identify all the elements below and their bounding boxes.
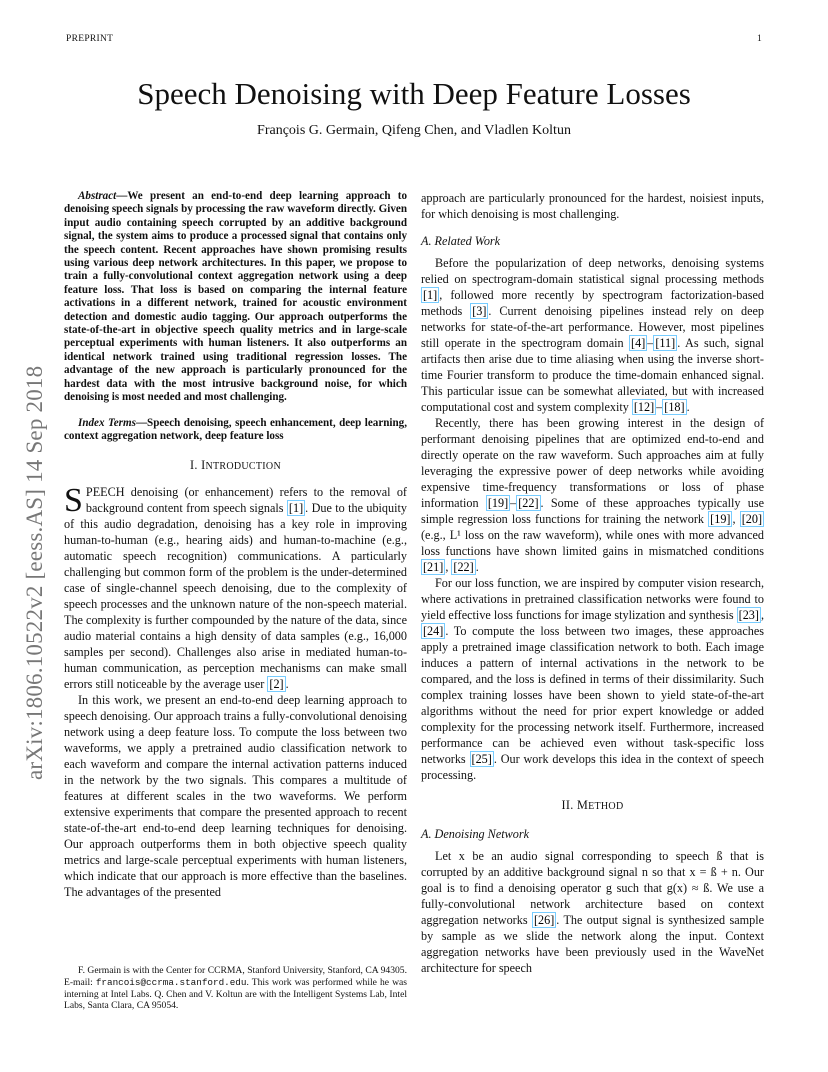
text-run: , [445,560,452,574]
section-heading-method [421,797,764,815]
text-run: . Current denoising pipelines instead rely on deep networks for state-of-the-art performance. However, most pipelines still operate in the spectrogram domain [421,304,764,350]
section-heading-introduction [64,457,407,475]
text-run: , [732,512,740,526]
section-number: II. [561,798,574,812]
text-run: Before the popularization of deep networks, denoising systems relied on spectrogram-domain statistical signal processing methods [421,256,764,286]
citation-link[interactable]: [2] [269,677,284,692]
text-run: . The output signal is synthesized sample by sample as we slide the network along the input. Context aggregation networks have been previously used in the WaveNet architecture for speech [421,913,765,975]
text-run: (e.g., L¹ loss on the raw waveform), while ones with more advanced loss functions have shown limited gains in mismatched conditions [421,528,764,558]
footnote [64,964,407,1012]
text-run: – [647,336,654,350]
text-run: . To compute the loss between two images, these approaches apply a pretrained image classification network to both. Each image induces a pattern of internal activations in the network to be compared, and the loss is defined in terms of their dissimilarity. Such complex training losses have been shown to yield state-of-the-art algorithms without the need for prior expert knowledge or added complexity for the processing network itself. Furthermore, increased performance can be achieved even without task-specific loss networks [421,624,764,766]
text-run: Recently, there has been growing interest in the design of performant denoising pipelines that are optimized end-to-end and directly operate on the raw waveform. Such approaches aim at fully leveraging the expressive power of deep networks while avoiding expensive time-frequency transformations or loss of phase information [421,416,764,510]
section-number: I. [190,458,198,473]
citation-link[interactable]: [3] [472,304,487,318]
related-work-paragraph-3 [421,575,764,783]
email-address: francois@ccrma.stanford.edu [95,976,247,988]
section-title-initial: M [576,798,589,812]
left-column [64,190,407,900]
citation-link[interactable]: [22] [453,560,474,574]
citation-link[interactable]: [25] [471,752,492,766]
citation-link[interactable]: [24] [423,624,444,638]
footnote-text: F. Germain is with the Center for CCRMA, Stanford University, Stanford, CA 94305. E-mail: [64,965,407,988]
text-run: . Due to the ubiquity of this audio degradation, denoising has a key role in improving human-to-human (e.g., hearing aids) and human-to-machine (e.g., automatic speech recognition) communications. A particularly challenging but common form of the problem is the under-determined case of single-channel speech denoising, due to the complexity of speech processes and the unknown nature of the non-speech material. The complexity is further compounded by the nature of the data, since audio material contains a high density of data samples (e.g., 16,000 samples per second). Challenges also arise in mediated human-to-human communication, as perception mechanisms can make small errors still noticeable by the average user [64,501,407,692]
text-run: – [656,400,663,414]
text-run: . Some of these approaches typically use simple regression loss functions for training the network [421,496,764,526]
page-number: 1 [757,34,762,44]
text-run: PEECH denoising (or enhancement) refers to the removal of background content from speech signals [85,485,407,516]
citation-link[interactable]: [18] [664,400,685,414]
text-run: . Our work develops this idea in the context of speech processing. [421,752,764,782]
related-work-paragraph-1 [421,255,764,415]
citation-link[interactable]: [23] [738,608,759,622]
footnote-text: . This work was performed while he was interning at Intel Labs. Q. Chen and V. Koltun are with the Intelligent Systems Lab, Intel Labs, Santa Clara, CA 95054. [64,976,407,1012]
text-run: . [475,560,479,574]
abstract-label: Abstract [78,190,117,202]
text-run: Let x be an audio signal corresponding to speech ß that is corrupted by an additive background signal n so that x = ß + n. Our goal is to find a denoising operator g such that g(x) ≈ ß. We use a fully-convolutional network architecture based on context aggregation networks [421,849,764,927]
text-run: , followed more recently by spectrogram factorization-based methods [421,288,764,318]
citation-link[interactable]: [20] [741,512,763,526]
citation-link[interactable]: [1] [423,288,438,302]
citation-link[interactable]: [21] [423,560,444,574]
related-work-paragraph-2 [421,415,764,575]
citation-link[interactable]: [4] [631,336,646,350]
intro-continuation: approach are particularly pronounced for the hardest, noisiest inputs, for which denoising is most challenging. [421,191,764,221]
drop-cap: S [64,482,83,520]
text-run: . [285,677,289,692]
text-run: , [760,608,764,622]
citation-link[interactable]: [22] [518,496,539,510]
denoising-network-paragraph [421,848,764,976]
section-title-rest: ETHOD [588,801,624,812]
section-title-rest: NTRODUCTION [205,461,281,473]
citation-link[interactable]: [26] [533,913,555,927]
citation-link[interactable]: [11] [655,336,676,350]
abstract-text: —We present an end-to-end deep learning approach to denoising speech signals by processing the raw waveform directly. Given input audio containing speech corrupted by an additive background signal, the system aims to produce a processed signal that contains only the speech content. Recent approaches have shown promising results using various deep network architectures. In this paper, we propose to train a fully-convolutional context aggregation network using a deep feature loss. That loss is based on comparing the internal feature activations in a different network, trained for acoustic environment detection and domestic audio tagging. Our approach outperforms the state-of-the-art in objective speech quality metrics and in large-scale perceptual experiments with human listeners. It also outperforms an identical network trained using traditional regression losses. The advantage of the new approach is particularly pronounced for the hardest data with the most intrusive background noise, for which denoising is most needed and most challenging. [64,190,407,404]
running-head: PREPRINT [66,34,114,44]
text-run: . [686,400,690,414]
right-column [421,190,764,976]
section-title-initial: I [201,458,206,473]
index-terms [64,417,407,444]
text-run: – [510,496,517,510]
index-terms-label: Index Terms [78,416,136,429]
author-list: François G. Germain, Qifeng Chen, and Vladlen Koltun [257,123,571,138]
abstract [64,190,407,405]
subsection-heading-related-work: A. Related Work [421,234,501,248]
citation-link[interactable]: [19] [710,512,731,526]
citation-link[interactable]: [19] [487,496,509,510]
arxiv-watermark: arXiv:1806.10522v2 [eess.AS] 14 Sep 2018 [22,365,47,780]
intro-paragraph-2: In this work, we present an end-to-end deep learning approach to speech denoising. Our approach trains a fully-convolutional denoising network using a deep feature loss. To compute the loss between two waveforms, we apply a pretrained audio classification network to each waveform and compare the internal activation patterns induced in the network by the two signals. This compares a multitude of features at different scales in the two waveforms. We perform extensive experiments that compare the presented approach to recent state-of-the-art end-to-end deep learning techniques for denoising. Our approach outperforms them in both objective speech quality metrics and large-scale perceptual experiments with human listeners, which indicate that our approach is more effective than the baselines. The advantages of the presented [64,693,407,900]
subsection-heading-denoising-network: A. Denoising Network [421,827,529,841]
text-run: . As such, signal artifacts then arise due to time aliasing when using the inverse short-time Fourier transform to produce the time-domain enhanced signal. This particular issue can be somewhat alleviated, but with increased computational cost and system complexity [421,336,765,414]
text-run: For our loss function, we are inspired by computer vision research, where activations in pretrained classification networks were found to yield effective loss functions for image stylization and synthesis [421,576,764,622]
intro-paragraph-1 [64,484,407,692]
paper-title: Speech Denoising with Deep Feature Losses [137,76,691,111]
index-terms-text: —Speech denoising, speech enhancement, deep learning, context aggregation network, deep feature loss [64,416,407,442]
citation-link[interactable]: [12] [633,400,655,414]
citation-link[interactable]: [1] [288,501,304,516]
